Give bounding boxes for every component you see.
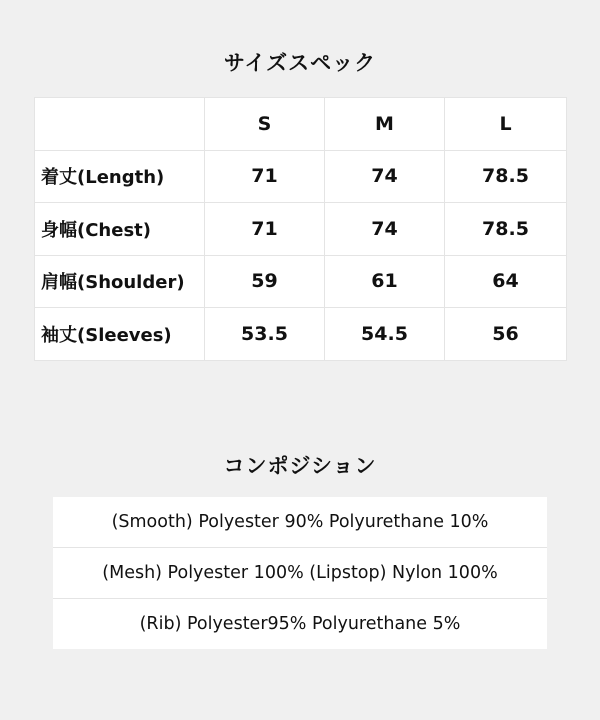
table-row [35,308,567,361]
table-row [35,255,567,308]
header-corner-cell [35,98,205,151]
header-size-s: S [205,98,325,151]
header-size-l: L [445,98,567,151]
table-cell: 56 [445,308,567,361]
size-spec-table [34,97,567,361]
table-row [35,150,567,203]
table-cell: 64 [445,255,567,308]
table-cell: 54.5 [325,308,445,361]
row-label-chest: 身幅(Chest) [35,203,205,256]
composition-line-rib: (Rib) Polyester95% Polyurethane 5% [139,614,461,634]
composition-line-mesh: (Mesh) Polyester 100% (Lipstop) Nylon 100% [53,548,547,599]
table-cell: 59 [205,255,325,308]
row-label-length: 着丈(Length) [35,150,205,203]
table-cell: 78.5 [445,203,567,256]
table-cell: 74 [325,203,445,256]
size-header-row [35,98,567,151]
row-label-shoulder: 肩幅(Shoulder) [35,255,205,308]
table-row [35,203,567,256]
table-cell: 53.5 [205,308,325,361]
table-cell: 71 [205,150,325,203]
table-cell: 61 [325,255,445,308]
table-cell: 78.5 [445,150,567,203]
header-size-m: M [325,98,445,151]
table-cell: 74 [325,150,445,203]
table-cell: 71 [205,203,325,256]
composition-line-smooth: (Smooth) Polyester 90% Polyurethane 10% [53,497,547,548]
row-label-sleeves: 袖丈(Sleeves) [35,308,205,361]
composition-title: コンポジション [223,454,377,478]
size-spec-title: サイズスペック [223,51,377,75]
composition-table [53,497,547,649]
